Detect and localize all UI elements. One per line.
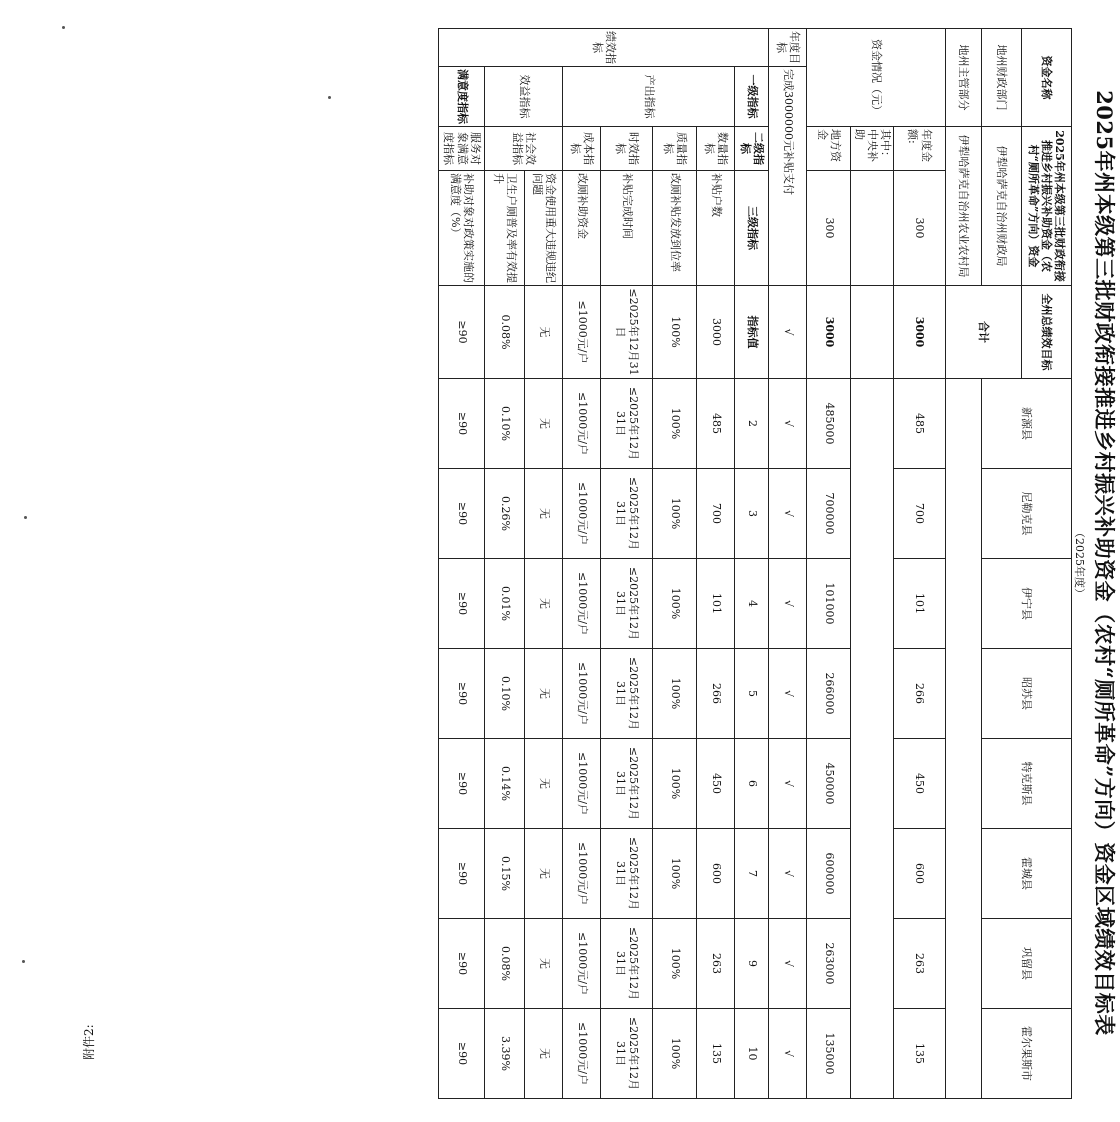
table-cell: 700 <box>894 469 946 559</box>
table-row <box>735 29 769 1099</box>
table-cell: 100% <box>653 469 697 559</box>
table-cell: ≤2025年12月31日 <box>601 559 653 649</box>
table-cell: 无 <box>525 649 563 739</box>
service-label: 服务对象满意度指标 <box>439 127 485 171</box>
table-cell: 266 <box>697 649 735 739</box>
level3-label: 三级指标 <box>735 171 769 286</box>
table-cell: 3 <box>735 469 769 559</box>
table-cell: 100% <box>653 919 697 1009</box>
table-cell: ≤1000元/户 <box>563 829 601 919</box>
table-cell: 700000 <box>807 469 851 559</box>
table-cell: ≤1000元/户 <box>563 919 601 1009</box>
benefit-label: 效益指标 <box>485 67 563 127</box>
county-header: 昭苏县 <box>982 649 1072 739</box>
table-cell: 485 <box>697 379 735 469</box>
table-cell: 266000 <box>807 649 851 739</box>
local-fund-label: 地方资金 <box>807 127 851 171</box>
county-header: 霍尔果斯市 <box>982 1009 1072 1099</box>
service-total: ≥90 <box>439 286 485 379</box>
central-subsidy-label: 其中：中央补助 <box>851 127 894 171</box>
level1-label: 一级指标 <box>735 67 769 127</box>
cost-item: 改厕补助资金 <box>563 171 601 286</box>
table-cell: ≥90 <box>439 829 485 919</box>
cost-label: 成本指标 <box>563 127 601 171</box>
table-cell: 101 <box>894 559 946 649</box>
table-cell: 135 <box>894 1009 946 1099</box>
table-row <box>653 29 697 1099</box>
county-header: 伊宁县 <box>982 559 1072 649</box>
table-cell: 无 <box>525 469 563 559</box>
county-header: 特克斯县 <box>982 739 1072 829</box>
satisfaction-label: 满意度指标 <box>439 67 485 127</box>
scan-speck <box>24 516 27 519</box>
table-cell: 4 <box>735 559 769 649</box>
social-total1: 无 <box>525 286 563 379</box>
table-row <box>485 29 525 1099</box>
table-cell: 无 <box>525 739 563 829</box>
county-header: 尼勒克县 <box>982 469 1072 559</box>
table-cell: 450000 <box>807 739 851 829</box>
central-subsidy-total <box>851 286 894 379</box>
table-cell: ≥90 <box>439 739 485 829</box>
attachment-label: 附件2: <box>82 1024 96 1060</box>
table-cell: √ <box>769 649 807 739</box>
table-row <box>563 29 601 1099</box>
table-cell: √ <box>769 379 807 469</box>
table-cell: 2 <box>735 379 769 469</box>
finance-dept-value: 伊犁哈萨克自治州财政局 <box>982 127 1022 286</box>
table-cell: 263 <box>697 919 735 1009</box>
time-label: 时效指标 <box>601 127 653 171</box>
table-cell: 3.39% <box>485 1009 525 1099</box>
table-cell: 263000 <box>807 919 851 1009</box>
table-cell: ≤2025年12月31日 <box>601 919 653 1009</box>
table-cell: √ <box>769 559 807 649</box>
main-dept-value: 伊犁哈萨克自治州农业农村局 <box>946 127 982 286</box>
table-cell: 5 <box>735 649 769 739</box>
county-header: 新源县 <box>982 379 1072 469</box>
table-cell: 无 <box>525 919 563 1009</box>
table-row <box>807 29 851 1099</box>
table-cell: 0.08% <box>485 919 525 1009</box>
table-row <box>769 29 807 1099</box>
fund-name-value: 2025年州本级第三批财政衔接推进乡村振兴补助资金（农村“厕所革命”方向）资金 <box>1022 127 1072 286</box>
table-cell: 135 <box>697 1009 735 1099</box>
time-item: 补贴完成时间 <box>601 171 653 286</box>
service-item: 补助对象对政策实施的满意度（%） <box>439 171 485 286</box>
table-row <box>439 29 485 1099</box>
table-cell: 无 <box>525 1009 563 1099</box>
social-item2: 卫生户厕普及率有效提升 <box>485 171 525 286</box>
table-cell: ≤1000元/户 <box>563 739 601 829</box>
finance-dept-label: 地州财政部门 <box>982 29 1022 127</box>
table-cell: 无 <box>525 829 563 919</box>
table-cell: ≥90 <box>439 559 485 649</box>
performance-table <box>438 28 1072 1099</box>
table-cell: ≥90 <box>439 1009 485 1099</box>
table-cell: 100% <box>653 379 697 469</box>
page-title: 2025年州本级第三批财政衔接推进乡村振兴补助资金（农村“厕所革命”方向）资金区域绩效目标表 <box>1092 90 1117 1036</box>
table-cell: ≤2025年12月31日 <box>601 649 653 739</box>
table-cell: 450 <box>697 739 735 829</box>
main-dept-label: 地州主管部分 <box>946 29 982 127</box>
fund-situation-label: 资金情况（元） <box>807 29 946 127</box>
social-item1: 资金使用重大违规违纪问题 <box>525 171 563 286</box>
table-cell: 0.15% <box>485 829 525 919</box>
table-cell: 6 <box>735 739 769 829</box>
table-cell: 600 <box>894 829 946 919</box>
table-row <box>601 29 653 1099</box>
social-total2: 0.08% <box>485 286 525 379</box>
county-header: 霍城县 <box>982 829 1072 919</box>
table-cell: 100% <box>653 559 697 649</box>
table-cell: ≤1000元/户 <box>563 379 601 469</box>
central-subsidy-value <box>851 171 894 286</box>
table-cell: 无 <box>525 559 563 649</box>
local-fund-value: 300 <box>807 171 851 286</box>
cost-total: ≤1000元/户 <box>563 286 601 379</box>
annual-amount-label: 年度金额: <box>894 127 946 171</box>
table-cell: 100% <box>653 649 697 739</box>
annual-goal-label: 年度目标 <box>769 29 807 67</box>
table-cell: ≥90 <box>439 379 485 469</box>
table-cell: √ <box>769 829 807 919</box>
indicator-value-label: 指标值 <box>735 286 769 379</box>
table-cell: ≤2025年12月31日 <box>601 379 653 469</box>
table-cell: 101 <box>697 559 735 649</box>
table-cell: ≤2025年12月31日 <box>601 829 653 919</box>
table-cell: 7 <box>735 829 769 919</box>
table-cell: 101000 <box>807 559 851 649</box>
table-cell: √ <box>769 1009 807 1099</box>
table-cell: 0.14% <box>485 739 525 829</box>
fund-name-label: 资金名称 <box>1022 29 1072 127</box>
table-cell: 100% <box>653 1009 697 1099</box>
table-cell: ≤2025年12月31日 <box>601 469 653 559</box>
county-header: 巩留县 <box>982 919 1072 1009</box>
table-cell: 无 <box>525 379 563 469</box>
table-cell: 266 <box>894 649 946 739</box>
table-cell: 600 <box>697 829 735 919</box>
annual-goal-total: √ <box>769 286 807 379</box>
table-cell: √ <box>769 469 807 559</box>
blank-cell <box>946 379 982 1099</box>
quality-label: 质量指标 <box>653 127 697 171</box>
quality-total: 100% <box>653 286 697 379</box>
annual-amount-total: 3000 <box>894 286 946 379</box>
table-row <box>525 29 563 1099</box>
qty-item: 补贴户数 <box>697 171 735 286</box>
scan-speck <box>22 960 25 963</box>
table-cell: √ <box>769 919 807 1009</box>
table-row <box>697 29 735 1099</box>
table-cell: 10 <box>735 1009 769 1099</box>
table-cell: ≥90 <box>439 469 485 559</box>
quality-item: 改厕补贴发放到位率 <box>653 171 697 286</box>
table-cell: 0.10% <box>485 649 525 739</box>
table-row <box>946 29 982 1099</box>
level2-label: 二级指标 <box>735 127 769 171</box>
time-total: ≤2025年12月31日 <box>601 286 653 379</box>
qty-total: 3000 <box>697 286 735 379</box>
blank-cell <box>851 379 894 1099</box>
annual-amount-value: 300 <box>894 171 946 286</box>
table-cell: 700 <box>697 469 735 559</box>
table-cell: 485 <box>894 379 946 469</box>
table-cell: ≥90 <box>439 649 485 739</box>
total-label: 合计 <box>946 286 1022 379</box>
table-row <box>851 29 894 1099</box>
table-cell: 100% <box>653 739 697 829</box>
table-cell: 450 <box>894 739 946 829</box>
rotated-sheet <box>365 18 1120 1108</box>
local-fund-total: 3000 <box>807 286 851 379</box>
table-cell: ≥90 <box>439 919 485 1009</box>
table-cell: ≤1000元/户 <box>563 1009 601 1099</box>
table-cell: 485000 <box>807 379 851 469</box>
table-cell: 0.26% <box>485 469 525 559</box>
table-row <box>894 29 946 1099</box>
table-cell: 0.10% <box>485 379 525 469</box>
table-cell: 100% <box>653 829 697 919</box>
table-cell: ≤2025年12月31日 <box>601 739 653 829</box>
qty-label: 数量指标 <box>697 127 735 171</box>
output-label: 产出指标 <box>563 67 735 127</box>
total-target-label: 全州总绩效目标 <box>1022 286 1072 379</box>
table-cell: 135000 <box>807 1009 851 1099</box>
perf-label: 绩效指标 <box>439 29 769 67</box>
annual-goal-value: 完成3000000元补贴支付 <box>769 67 807 286</box>
scan-speck <box>62 26 65 29</box>
table-cell: ≤1000元/户 <box>563 559 601 649</box>
table-cell: 263 <box>894 919 946 1009</box>
table-cell: 600000 <box>807 829 851 919</box>
scan-speck <box>328 96 331 99</box>
table-cell: 9 <box>735 919 769 1009</box>
table-cell: √ <box>769 739 807 829</box>
header-row <box>1022 29 1072 1099</box>
table-cell: ≤1000元/户 <box>563 649 601 739</box>
table-cell: ≤2025年12月31日 <box>601 1009 653 1099</box>
social-label: 社会效益指标 <box>485 127 563 171</box>
table-cell: ≤1000元/户 <box>563 469 601 559</box>
table-cell: 0.01% <box>485 559 525 649</box>
year-note: （2025年度） <box>1073 527 1086 599</box>
